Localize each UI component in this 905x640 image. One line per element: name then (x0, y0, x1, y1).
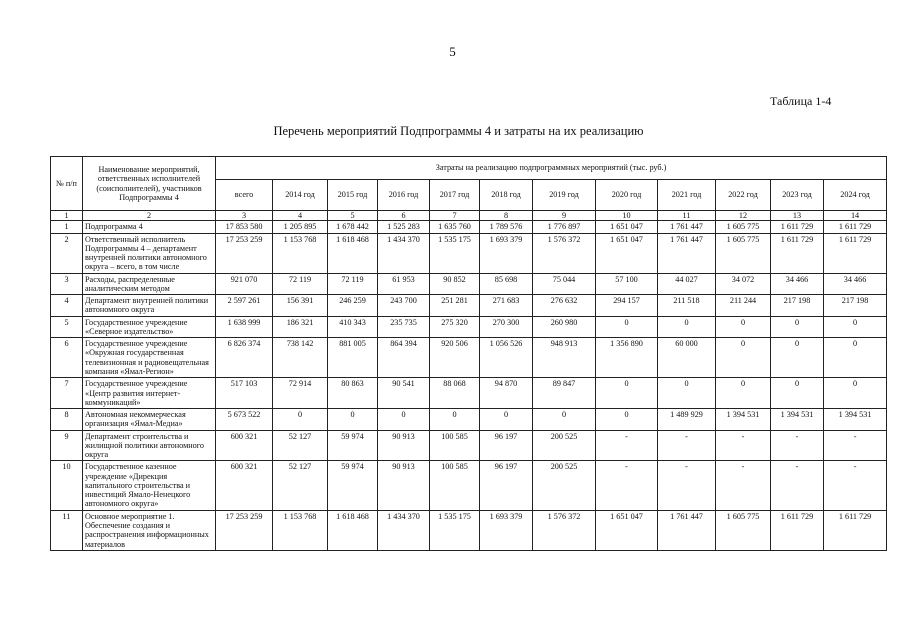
cost-value: 0 (596, 409, 658, 431)
cost-value: 186 321 (273, 316, 328, 338)
cost-value: 1 394 531 (771, 409, 824, 431)
cost-value: 600 321 (216, 430, 273, 461)
cost-value: 211 244 (716, 295, 771, 317)
header-num: № п/п (51, 157, 83, 211)
cost-value: - (824, 430, 887, 461)
cost-value: 85 698 (480, 273, 533, 295)
page-number: 5 (449, 44, 456, 59)
column-number: 6 (378, 211, 430, 221)
cost-value: 1 789 576 (480, 221, 533, 233)
table-row (51, 316, 887, 338)
row-name: Подпрограмма 4 (83, 221, 216, 233)
cost-value: 0 (824, 378, 887, 409)
column-number: 1 (51, 211, 83, 221)
cost-value: 90 852 (430, 273, 480, 295)
table-row (51, 510, 887, 550)
cost-value: 1 761 447 (658, 510, 716, 550)
header-costs: Затраты на реализацию подпрограммных мероприятий (тыс. руб.) (216, 157, 887, 180)
cost-value: 52 127 (273, 430, 328, 461)
cost-value: 17 853 580 (216, 221, 273, 233)
header-year: всего (216, 180, 273, 211)
cost-value: 1 434 370 (378, 233, 430, 273)
row-number: 1 (51, 221, 83, 233)
cost-value: 1 635 760 (430, 221, 480, 233)
column-number: 9 (533, 211, 596, 221)
header-year: 2014 год (273, 180, 328, 211)
cost-value: 1 611 729 (824, 221, 887, 233)
cost-value: 1 761 447 (658, 221, 716, 233)
cost-value: 864 394 (378, 338, 430, 378)
table-row (51, 233, 887, 273)
row-name: Расходы, распределенные аналитическим методом (83, 273, 216, 295)
cost-value: 1 693 379 (480, 510, 533, 550)
cost-value: 294 157 (596, 295, 658, 317)
cost-value: 1 434 370 (378, 510, 430, 550)
header-year: 2020 год (596, 180, 658, 211)
column-number: 7 (430, 211, 480, 221)
row-number: 9 (51, 430, 83, 461)
cost-value: 100 585 (430, 461, 480, 510)
cost-value: 52 127 (273, 461, 328, 510)
cost-value: 80 863 (328, 378, 378, 409)
cost-value: 1 153 768 (273, 233, 328, 273)
cost-value: 275 320 (430, 316, 480, 338)
cost-value: 0 (480, 409, 533, 431)
row-name: Ответственный исполнитель Подпрограммы 4 – департамент внутренней политики автономного округа – всего, в том числе (83, 233, 216, 273)
header-year: 2024 год (824, 180, 887, 211)
cost-value: 1 651 047 (596, 233, 658, 273)
cost-value: 1 525 283 (378, 221, 430, 233)
cost-value: 1 678 442 (328, 221, 378, 233)
cost-value: 921 070 (216, 273, 273, 295)
row-number: 5 (51, 316, 83, 338)
cost-value: 94 870 (480, 378, 533, 409)
cost-value: 920 506 (430, 338, 480, 378)
cost-value: 0 (658, 378, 716, 409)
cost-value: 0 (328, 409, 378, 431)
cost-value: 260 980 (533, 316, 596, 338)
column-number: 10 (596, 211, 658, 221)
cost-value: 34 466 (771, 273, 824, 295)
cost-value: 517 103 (216, 378, 273, 409)
cost-value: 0 (716, 338, 771, 378)
cost-value: 200 525 (533, 430, 596, 461)
cost-value: - (658, 461, 716, 510)
cost-value: 1 394 531 (824, 409, 887, 431)
row-number: 2 (51, 233, 83, 273)
row-number: 8 (51, 409, 83, 431)
cost-value: 6 826 374 (216, 338, 273, 378)
cost-value: 0 (596, 378, 658, 409)
cost-value: 0 (824, 338, 887, 378)
column-number: 14 (824, 211, 887, 221)
cost-value: 1 611 729 (824, 233, 887, 273)
cost-value: 1 605 775 (716, 221, 771, 233)
table-row (51, 378, 887, 409)
cost-value: 1 611 729 (824, 510, 887, 550)
cost-value: 1 638 999 (216, 316, 273, 338)
cost-value: 1 535 175 (430, 510, 480, 550)
costs-table (50, 156, 887, 551)
table-label: Таблица 1-4 (770, 94, 832, 108)
cost-value: - (716, 461, 771, 510)
column-number: 3 (216, 211, 273, 221)
cost-value: - (771, 430, 824, 461)
cost-value: 0 (273, 409, 328, 431)
column-number: 13 (771, 211, 824, 221)
cost-value: 270 300 (480, 316, 533, 338)
row-name: Государственное учреждение «Центр развития интернет-коммуникаций» (83, 378, 216, 409)
header-year: 2019 год (533, 180, 596, 211)
header-year: 2018 год (480, 180, 533, 211)
header-year: 2023 год (771, 180, 824, 211)
cost-value: 89 847 (533, 378, 596, 409)
cost-value: 1 605 775 (716, 510, 771, 550)
cost-value: - (716, 430, 771, 461)
cost-value: 738 142 (273, 338, 328, 378)
header-year: 2021 год (658, 180, 716, 211)
cost-value: 0 (658, 316, 716, 338)
cost-value: 96 197 (480, 430, 533, 461)
row-name: Государственное учреждение «Северное издательство» (83, 316, 216, 338)
column-number: 5 (328, 211, 378, 221)
cost-value: 44 027 (658, 273, 716, 295)
cost-value: 5 673 522 (216, 409, 273, 431)
row-name: Государственное учреждение «Окружная государственная телевизионная и радиовещательная компания «Ямал-Регион» (83, 338, 216, 378)
cost-value: 72 119 (328, 273, 378, 295)
cost-value: - (596, 430, 658, 461)
row-name: Департамент строительства и жилищной политики автономного округа (83, 430, 216, 461)
row-name: Основное мероприятие 1. Обеспечение создания и распространения информационных материалов (83, 510, 216, 550)
cost-value: 1 576 372 (533, 233, 596, 273)
column-number: 4 (273, 211, 328, 221)
cost-value: 881 005 (328, 338, 378, 378)
cost-value: 100 585 (430, 430, 480, 461)
cost-value: 0 (596, 316, 658, 338)
cost-value: 72 914 (273, 378, 328, 409)
cost-value: 59 974 (328, 461, 378, 510)
cost-value: 1 205 895 (273, 221, 328, 233)
cost-value: - (596, 461, 658, 510)
table-row (51, 430, 887, 461)
cost-value: 600 321 (216, 461, 273, 510)
cost-value: 61 953 (378, 273, 430, 295)
cost-value: 90 541 (378, 378, 430, 409)
cost-value: 1 693 379 (480, 233, 533, 273)
cost-value: 1 056 526 (480, 338, 533, 378)
table-row (51, 295, 887, 317)
cost-value: 0 (824, 316, 887, 338)
table-row (51, 461, 887, 510)
cost-value: 251 281 (430, 295, 480, 317)
cost-value: 75 044 (533, 273, 596, 295)
cost-value: 1 611 729 (771, 510, 824, 550)
cost-value: 1 618 468 (328, 510, 378, 550)
row-name: Департамент внутренней политики автономного округа (83, 295, 216, 317)
cost-value: 0 (378, 409, 430, 431)
cost-value: 948 913 (533, 338, 596, 378)
cost-value: - (824, 461, 887, 510)
cost-value: 1 356 890 (596, 338, 658, 378)
cost-value: 200 525 (533, 461, 596, 510)
cost-value: 17 253 259 (216, 510, 273, 550)
cost-value: 60 000 (658, 338, 716, 378)
table-row (51, 338, 887, 378)
row-number: 4 (51, 295, 83, 317)
row-name: Государственное казенное учреждение «Дирекция капитального строительства и инвестиций Ямало-Ненецкого автономного округа» (83, 461, 216, 510)
row-number: 10 (51, 461, 83, 510)
cost-value: - (658, 430, 716, 461)
header-year: 2016 год (378, 180, 430, 211)
cost-value: 0 (716, 316, 771, 338)
header-name: Наименование мероприятий, ответственных исполнителей (соисполнителей), участников Подпрограммы 4 (83, 157, 216, 211)
cost-value: 2 597 261 (216, 295, 273, 317)
table-row (51, 221, 887, 233)
header-year: 2017 год (430, 180, 480, 211)
cost-value: 276 632 (533, 295, 596, 317)
row-name: Автономная некоммерческая организация «Ямал-Медиа» (83, 409, 216, 431)
cost-value: 235 735 (378, 316, 430, 338)
cost-value: 0 (533, 409, 596, 431)
cost-value: 59 974 (328, 430, 378, 461)
cost-value: 271 683 (480, 295, 533, 317)
cost-value: 1 153 768 (273, 510, 328, 550)
cost-value: 246 259 (328, 295, 378, 317)
cost-value: 217 198 (771, 295, 824, 317)
cost-value: 410 343 (328, 316, 378, 338)
cost-value: - (771, 461, 824, 510)
cost-value: 57 100 (596, 273, 658, 295)
header-year: 2015 год (328, 180, 378, 211)
row-number: 6 (51, 338, 83, 378)
cost-value: 34 072 (716, 273, 771, 295)
cost-value: 1 605 775 (716, 233, 771, 273)
header-year: 2022 год (716, 180, 771, 211)
column-number: 8 (480, 211, 533, 221)
column-number: 12 (716, 211, 771, 221)
cost-value: 0 (430, 409, 480, 431)
cost-value: 0 (771, 316, 824, 338)
cost-value: 1 651 047 (596, 510, 658, 550)
cost-value: 88 068 (430, 378, 480, 409)
cost-value: 217 198 (824, 295, 887, 317)
cost-value: 17 253 259 (216, 233, 273, 273)
cost-value: 34 466 (824, 273, 887, 295)
cost-value: 1 651 047 (596, 221, 658, 233)
cost-value: 1 761 447 (658, 233, 716, 273)
cost-value: 0 (771, 378, 824, 409)
document-title: Перечень мероприятий Подпрограммы 4 и затраты на их реализацию (273, 124, 644, 138)
cost-value: 1 618 468 (328, 233, 378, 273)
cost-value: 72 119 (273, 273, 328, 295)
cost-value: 0 (771, 338, 824, 378)
row-number: 11 (51, 510, 83, 550)
cost-value: 1 776 897 (533, 221, 596, 233)
cost-value: 96 197 (480, 461, 533, 510)
cost-value: 1 611 729 (771, 233, 824, 273)
cost-value: 1 611 729 (771, 221, 824, 233)
cost-value: 1 535 175 (430, 233, 480, 273)
cost-value: 1 394 531 (716, 409, 771, 431)
row-number: 7 (51, 378, 83, 409)
cost-value: 1 489 929 (658, 409, 716, 431)
cost-value: 0 (716, 378, 771, 409)
cost-value: 90 913 (378, 430, 430, 461)
cost-value: 156 391 (273, 295, 328, 317)
cost-value: 90 913 (378, 461, 430, 510)
cost-value: 211 518 (658, 295, 716, 317)
table-row (51, 409, 887, 431)
table-row (51, 273, 887, 295)
column-number: 11 (658, 211, 716, 221)
row-number: 3 (51, 273, 83, 295)
column-number: 2 (83, 211, 216, 221)
cost-value: 1 576 372 (533, 510, 596, 550)
cost-value: 243 700 (378, 295, 430, 317)
